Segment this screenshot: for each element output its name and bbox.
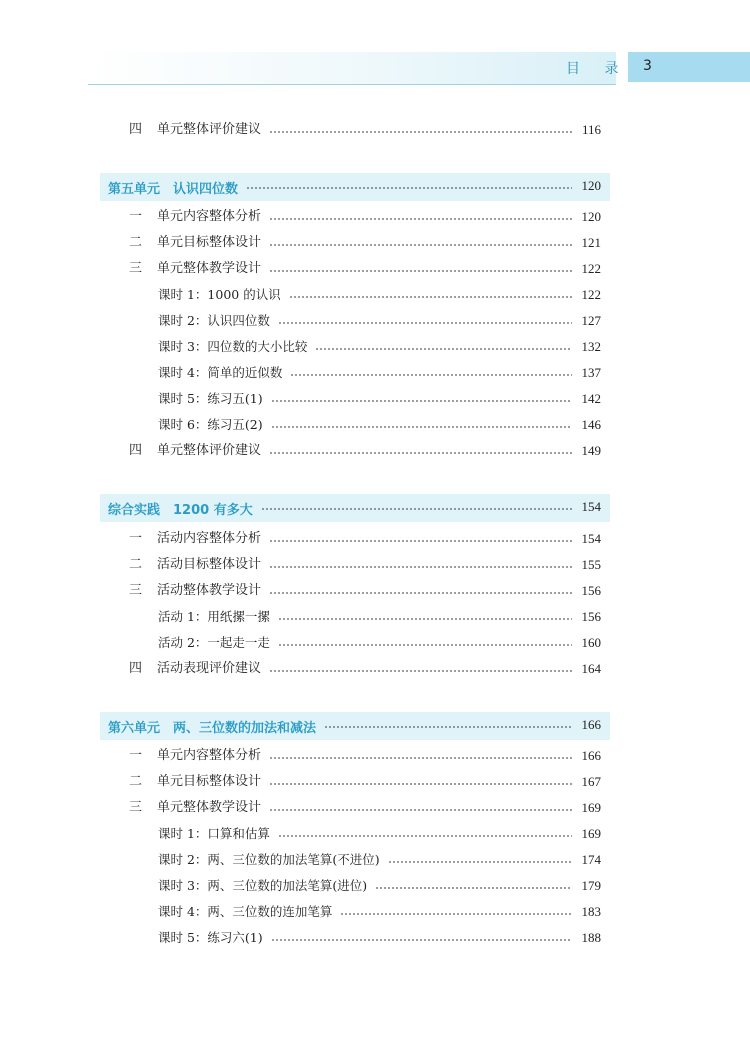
dot-leader <box>269 592 572 594</box>
entry-title: 活动 2：一起走一走 <box>158 635 270 650</box>
page-ref: 174 <box>581 852 601 867</box>
toc-lesson-entry[interactable] <box>100 927 610 949</box>
entry-title: 课时 2：认识四位数 <box>158 313 270 328</box>
entry-title: 单元目标整体设计 <box>157 774 262 789</box>
section-number: 三 <box>129 261 143 276</box>
dot-leader <box>269 218 572 220</box>
dot-leader <box>269 452 572 454</box>
toc-lesson-entry[interactable] <box>100 284 610 306</box>
section-number: 四 <box>129 122 143 137</box>
page-ref: 121 <box>581 235 601 250</box>
page-ref: 154 <box>581 499 601 514</box>
page-ref: 127 <box>581 313 601 328</box>
page-ref: 149 <box>581 443 601 458</box>
page-ref: 116 <box>581 122 601 137</box>
entry-title: 课时 4：两、三位数的连加笔算 <box>158 904 333 919</box>
entry-title: 单元内容整体分析 <box>157 748 262 763</box>
unit-title: 第六单元 两、三位数的加法和减法 <box>108 721 317 736</box>
section-number: 四 <box>129 661 143 676</box>
page-ref: 179 <box>581 878 601 893</box>
toc-section-entry[interactable] <box>100 658 610 680</box>
toc-lesson-entry[interactable] <box>100 823 610 845</box>
toc-lesson-entry[interactable] <box>100 901 610 923</box>
section-number: 二 <box>129 235 143 250</box>
dot-leader <box>388 861 572 863</box>
page-ref: 120 <box>581 178 601 193</box>
dot-leader <box>271 426 572 428</box>
dot-leader <box>269 809 572 811</box>
dot-leader <box>269 670 572 672</box>
entry-title: 单元内容整体分析 <box>157 209 262 224</box>
page-ref: 160 <box>581 635 601 650</box>
page-ref: 120 <box>581 209 601 224</box>
section-number: 一 <box>129 209 143 224</box>
entry-title: 活动 1：用纸摞一摞 <box>158 609 270 624</box>
entry-title: 活动内容整体分析 <box>157 531 262 546</box>
toc-section-entry[interactable] <box>100 206 610 228</box>
section-number: 四 <box>129 443 143 458</box>
entry-title: 活动目标整体设计 <box>157 557 262 572</box>
page-ref: 137 <box>581 365 601 380</box>
section-number: 一 <box>129 748 143 763</box>
dot-leader <box>278 322 572 324</box>
dot-leader <box>269 783 572 785</box>
section-number: 二 <box>129 774 143 789</box>
toc-lesson-entry[interactable] <box>100 310 610 332</box>
page-ref: 142 <box>581 391 601 406</box>
toc-section-entry[interactable] <box>100 554 610 576</box>
toc-lesson-entry[interactable] <box>100 414 610 436</box>
dot-leader <box>290 374 572 376</box>
dot-leader <box>278 835 572 837</box>
toc-unit-heading[interactable] <box>100 173 610 201</box>
page-ref: 146 <box>581 417 601 432</box>
dot-leader <box>261 508 572 510</box>
toc-section-entry[interactable] <box>100 258 610 280</box>
page-ref: 169 <box>581 800 601 815</box>
entry-title: 课时 5：练习六(1) <box>158 930 263 945</box>
page-ref: 154 <box>581 531 601 546</box>
unit-title: 第五单元 认识四位数 <box>108 182 239 197</box>
page-ref: 156 <box>581 583 601 598</box>
entry-title: 课时 6：练习五(2) <box>158 417 263 432</box>
toc-section-entry[interactable] <box>100 119 610 141</box>
dot-leader <box>246 187 572 189</box>
toc-lesson-entry[interactable] <box>100 632 610 654</box>
toc-unit-heading[interactable] <box>100 712 610 740</box>
toc-section-entry[interactable] <box>100 771 610 793</box>
dot-leader <box>269 131 572 133</box>
dot-leader <box>340 913 572 915</box>
entry-title: 活动整体教学设计 <box>157 583 262 598</box>
toc-section-entry[interactable] <box>100 797 610 819</box>
dot-leader <box>269 244 572 246</box>
page-ref: 164 <box>581 661 601 676</box>
toc-lesson-entry[interactable] <box>100 336 610 358</box>
dot-leader <box>269 757 572 759</box>
entry-title: 单元目标整体设计 <box>157 235 262 250</box>
entry-title: 课时 3：两、三位数的加法笔算(进位) <box>158 878 368 893</box>
toc-lesson-entry[interactable] <box>100 362 610 384</box>
page-number: 3 <box>643 58 652 74</box>
dot-leader <box>269 270 572 272</box>
toc-lesson-entry[interactable] <box>100 849 610 871</box>
entry-title: 课时 1：口算和估算 <box>158 826 270 841</box>
dot-leader <box>324 726 572 728</box>
toc-section-entry[interactable] <box>100 232 610 254</box>
toc-section-entry[interactable] <box>100 440 610 462</box>
page-ref: 156 <box>581 609 601 624</box>
toc-section-entry[interactable] <box>100 528 610 550</box>
toc-section-entry[interactable] <box>100 580 610 602</box>
page-ref: 166 <box>581 717 601 732</box>
page-ref: 188 <box>581 930 601 945</box>
entry-title: 单元整体评价建议 <box>157 443 262 458</box>
entry-title: 单元整体评价建议 <box>157 122 262 137</box>
page-ref: 169 <box>581 826 601 841</box>
section-number: 三 <box>129 800 143 815</box>
entry-title: 课时 2：两、三位数的加法笔算(不进位) <box>158 852 380 867</box>
page-ref: 166 <box>581 748 601 763</box>
entry-title: 单元整体教学设计 <box>157 261 262 276</box>
page-ref: 183 <box>581 904 601 919</box>
dot-leader <box>289 296 572 298</box>
entry-title: 课时 4：简单的近似数 <box>158 365 283 380</box>
toc-lesson-entry[interactable] <box>100 875 610 897</box>
toc-lesson-entry[interactable] <box>100 388 610 410</box>
section-number: 一 <box>129 531 143 546</box>
dot-leader <box>269 566 572 568</box>
toc-unit-heading[interactable] <box>100 494 610 522</box>
entry-title: 课时 1：1000 的认识 <box>158 287 281 302</box>
dot-leader <box>375 887 572 889</box>
dot-leader <box>271 939 572 941</box>
page-title: 目 录 <box>566 61 629 77</box>
page-ref: 122 <box>581 261 601 276</box>
entry-title: 单元整体教学设计 <box>157 800 262 815</box>
section-number: 三 <box>129 583 143 598</box>
dot-leader <box>278 618 572 620</box>
dot-leader <box>278 644 572 646</box>
page-ref: 132 <box>581 339 601 354</box>
page-ref: 155 <box>581 557 601 572</box>
dot-leader <box>271 400 572 402</box>
toc-lesson-entry[interactable] <box>100 606 610 628</box>
section-number: 二 <box>129 557 143 572</box>
entry-title: 课时 3：四位数的大小比较 <box>158 339 308 354</box>
toc-section-entry[interactable] <box>100 745 610 767</box>
dot-leader <box>315 348 572 350</box>
entry-title: 课时 5：练习五(1) <box>158 391 263 406</box>
page-ref: 167 <box>581 774 601 789</box>
page-ref: 122 <box>581 287 601 302</box>
unit-title: 综合实践 1200 有多大 <box>108 503 253 518</box>
entry-title: 活动表现评价建议 <box>157 661 262 676</box>
dot-leader <box>269 540 572 542</box>
